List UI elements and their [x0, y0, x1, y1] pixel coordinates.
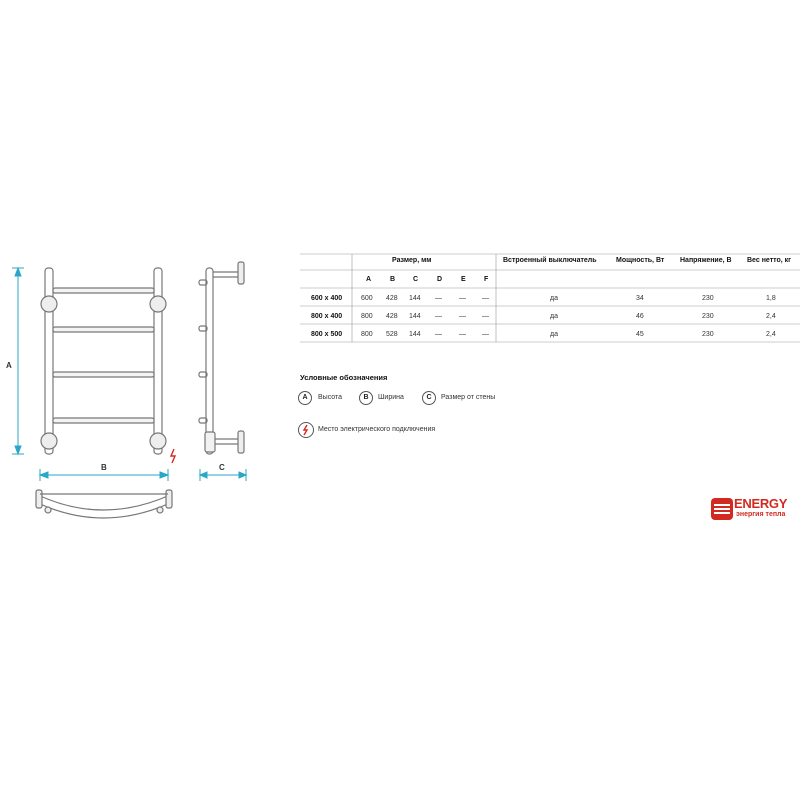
dimension-a [12, 268, 24, 454]
cell-switch: да [550, 313, 558, 320]
cell-c: 144 [409, 313, 421, 320]
cell-power: 34 [636, 295, 644, 302]
cell-c: 144 [409, 331, 421, 338]
cell-b: 428 [386, 295, 398, 302]
cell-b: 428 [386, 313, 398, 320]
electric-connection-icon [298, 422, 314, 438]
legend-c-key: C [422, 391, 436, 405]
cell-f: — [482, 313, 489, 320]
legend-a-key: A [298, 391, 312, 405]
cell-a: 800 [361, 331, 373, 338]
header-size: Размер, мм [392, 257, 432, 264]
cell-b: 528 [386, 331, 398, 338]
legend-title: Условные обозначения [300, 373, 388, 382]
cell-weight: 2,4 [766, 313, 776, 320]
cell-e: — [459, 331, 466, 338]
cell-d: — [435, 313, 442, 320]
dimension-b-label: B [101, 463, 107, 472]
electric-mark-drawing [171, 449, 175, 463]
cell-voltage: 230 [702, 295, 714, 302]
col-b: B [390, 276, 396, 283]
col-a: A [366, 276, 372, 283]
cell-f: — [482, 331, 489, 338]
dimension-a-label: A [6, 361, 12, 370]
cell-a: 800 [361, 313, 373, 320]
front-view [41, 268, 166, 454]
cell-weight: 1,8 [766, 295, 776, 302]
cell-f: — [482, 295, 489, 302]
legend-b-key: B [359, 391, 373, 405]
header-switch: Встроенный выключатель [503, 257, 597, 264]
top-view [36, 490, 172, 518]
cell-power: 46 [636, 313, 644, 320]
energy-logo [710, 496, 800, 526]
cell-a: 600 [361, 295, 373, 302]
col-e: E [461, 276, 466, 283]
header-voltage: Напряжение, В [680, 257, 732, 264]
logo-name: ENERGY [734, 496, 788, 511]
cell-e: — [459, 295, 466, 302]
legend-electric-text: Место электрического подключения [318, 426, 436, 433]
cell-d: — [435, 295, 442, 302]
cell-e: — [459, 313, 466, 320]
cell-weight: 2,4 [766, 331, 776, 338]
cell-voltage: 230 [702, 331, 714, 338]
legend-c-text: Размер от стены [441, 394, 496, 401]
row-label: 600 x 400 [311, 295, 343, 302]
legend-a-text: Высота [318, 394, 343, 401]
header-weight: Вес нетто, кг [747, 257, 792, 264]
side-view [199, 262, 244, 454]
cell-switch: да [550, 295, 558, 302]
legend-b-text: Ширина [378, 394, 404, 401]
energy-logo-mark-icon [710, 496, 734, 522]
cell-c: 144 [409, 295, 421, 302]
row-label: 800 x 400 [311, 313, 343, 320]
col-d: D [437, 276, 443, 283]
col-f: F [484, 276, 489, 283]
cell-power: 45 [636, 331, 644, 338]
row-label: 800 x 500 [311, 331, 343, 338]
col-c: C [413, 276, 419, 283]
cell-switch: да [550, 331, 558, 338]
cell-voltage: 230 [702, 313, 714, 320]
header-power: Мощность, Вт [616, 257, 665, 264]
dimension-c-label: C [219, 463, 225, 472]
logo-tagline: энергия тепла [736, 511, 786, 518]
cell-d: — [435, 331, 442, 338]
